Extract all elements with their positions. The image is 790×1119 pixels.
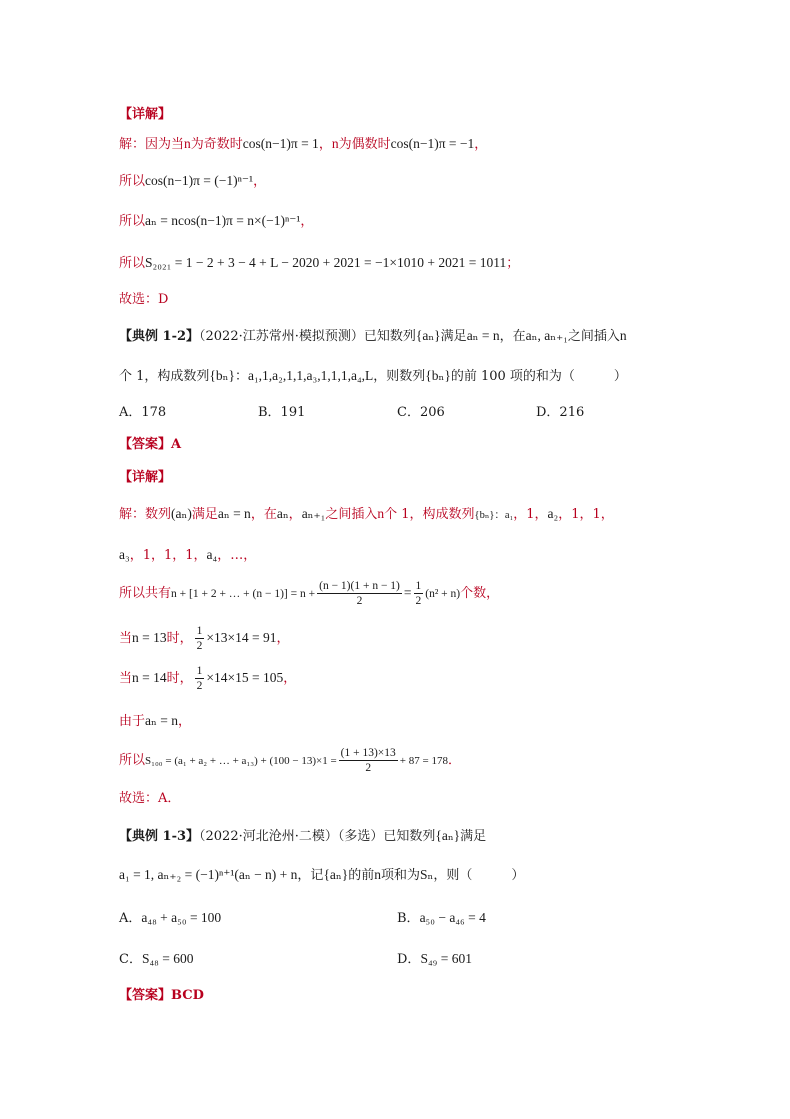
numerator: 1 [415,580,422,592]
text: ， [318,137,332,152]
question-1-2-line-1 [119,327,627,346]
text: ，…， [217,548,257,563]
text: （2022·江苏常州·模拟预测）已知数列 [199,329,416,344]
option-b-1-3 [397,909,486,928]
math: aₙ = ncos(n−1)π = n×(−1)ⁿ⁻¹ [145,213,301,228]
text: 所以 [119,753,146,768]
text: ， [474,137,488,152]
answer-line-1: 故选：D [119,292,169,307]
option-a-1-3 [119,909,221,928]
math: aₙ = n [145,713,178,728]
text: 满足 [440,329,467,344]
math: n = 13 [132,630,167,645]
example-tag: 【典例 1-2】 [119,329,200,344]
math: a₃ [119,547,130,562]
text: 由于 [119,714,146,729]
math: n [377,506,385,521]
math: cos(n−1)π = −1 [390,136,475,151]
detail2-line-1 [119,505,614,525]
detail2-line-5 [119,663,296,694]
math: aₙ, aₙ₊₁ [525,328,568,343]
math: n = 14 [132,670,167,685]
numerator: (1 + 13)×13 [340,747,396,759]
text: ， [300,214,314,229]
text: 的前 [348,868,375,883]
math: S₂₀₂₁ = 1 − 2 + 3 − 4 + L − 2020 + 2021 = −1×1010 + 2021 = 1011 [145,255,507,270]
math: ×14×15 = 105 [206,670,284,685]
text: ： [234,369,248,384]
math: {bₙ} [425,368,451,383]
numerator: 1 [196,665,203,677]
math: ×13×14 = 91 [206,630,277,645]
denominator: 2 [356,595,363,607]
option-label: A． [119,911,142,926]
text: 满足 [460,829,487,844]
denominator: 2 [196,680,203,692]
fraction [414,579,424,608]
text: ，1，1， [558,507,614,522]
math: a₅₀ − a₄₆ = 4 [419,910,486,925]
numerator: (n − 1)(1 + n − 1) [319,580,400,592]
math: aₙ₊₁ [301,506,326,521]
option-c: C．206 [397,405,445,420]
text: ； [506,256,520,271]
math: Sₙ [420,867,434,882]
text: 当 [119,631,133,646]
text: ，记 [297,868,324,883]
denominator: 2 [196,640,203,652]
math: {aₙ} [415,328,441,343]
text: ， [177,714,191,729]
math: {aₙ} [323,867,349,882]
text: 当 [119,671,133,686]
math: a₂ [547,506,559,521]
fraction [317,579,402,608]
detail-line-1 [119,135,487,154]
denominator: 2 [415,595,422,607]
option-d: D．216 [536,405,585,420]
math: a₄ [206,547,218,562]
math: S₄₉ = 601 [420,951,472,966]
math: = [403,585,412,600]
text: 为偶数时 [338,137,391,152]
text: 个 1，构成数列 [384,507,475,522]
option-label: B． [397,911,420,926]
text: ． [447,753,461,768]
math: (aₙ) [171,506,192,521]
text: 之间插入 [567,329,620,344]
text: ， [283,671,297,686]
math: a₁ = 1, aₙ₊₂ = (−1)ⁿ⁺¹(aₙ − n) + n [119,867,298,882]
math: + 87 = 178 [399,755,448,767]
math: cos(n−1)π = 1 [242,136,319,151]
math: S₁₀₀ = (a₁ + a₂ + … + a₁₃) + (100 − 13)×1 = [145,755,337,767]
math: aₙ = n [217,506,251,521]
math: aₙ [276,506,289,521]
text: ，1，1，1， [129,548,207,563]
question-1-3-line-1 [119,827,486,846]
text: 的前 100 项的和为（ ） [450,369,627,384]
option-d-1-3 [397,950,472,969]
math: n [619,328,627,343]
numerator: 1 [196,625,203,637]
detail-line-2 [119,172,266,191]
text: （2022·河北沧州·二模）（多选）已知数列 [199,829,436,844]
math: n [374,867,381,882]
option-label: C． [119,952,142,967]
option-a: A．178 [119,405,167,420]
text: 所以 [119,214,146,229]
text: 个 1，构成数列 [119,369,210,384]
text: ，则数列 [373,369,426,384]
text: 所以共有 [119,586,172,601]
math: n [184,136,191,151]
text: ， [253,174,267,189]
text: ，则（ ） [433,868,525,883]
math: n + [1 + 2 + … + (n − 1)] = n + [171,588,316,600]
math: aₙ = n [466,328,500,343]
option-c-1-3 [119,950,194,969]
detail2-line-6 [119,712,191,731]
math: {bₙ} [209,368,235,383]
text: ， [276,631,290,646]
math: a₄₈ + a₅₀ = 100 [141,910,222,925]
answer-line-2: 故选：A． [119,791,181,806]
text: 解：数列 [119,507,172,522]
question-1-2-line-2 [119,367,627,386]
math: n [331,136,339,151]
text: 时， [166,631,193,646]
text: 所以 [119,256,146,271]
math: cos(n−1)π = (−1)ⁿ⁻¹ [145,173,254,188]
math: S₄₈ = 600 [141,951,194,966]
text: 个数， [460,586,500,601]
option-label: D． [397,952,421,967]
detail2-line-3 [119,578,499,609]
option-b: B．191 [258,405,306,420]
fraction [195,664,205,693]
fraction [339,746,398,775]
detail-line-3 [119,212,313,231]
text: ，在 [499,329,526,344]
text: 满足 [191,507,218,522]
text: ， [288,507,302,522]
text: 项和为 [381,868,421,883]
math: a₁,1,a₂,1,1,a₃,1,1,1,a₄,L [247,368,374,383]
text: ，1， [513,507,548,522]
detail-heading-2: 【详解】 [119,470,172,485]
text: 所以 [119,174,146,189]
example-tag: 【典例 1-3】 [119,829,200,844]
math: {aₙ} [435,828,461,843]
question-1-3-line-2 [119,866,524,885]
text: ，在 [250,507,277,522]
math: {bₙ}：a₁ [474,510,514,521]
text: 之间插入 [325,507,378,522]
detail2-line-7 [119,745,461,777]
detail2-line-2 [119,546,256,565]
fraction [195,624,205,653]
detail-line-4 [119,254,519,273]
math: (n² + n) [425,588,461,600]
answer-label-1-2: 【答案】A [119,437,182,452]
denominator: 2 [365,762,372,774]
detail2-line-4 [119,623,290,654]
text: 解：因为当 [119,137,185,152]
detail-heading-1: 【详解】 [119,107,172,122]
answer-label-1-3: 【答案】BCD [119,988,204,1003]
text: 时， [166,671,193,686]
text: 为奇数时 [190,137,243,152]
